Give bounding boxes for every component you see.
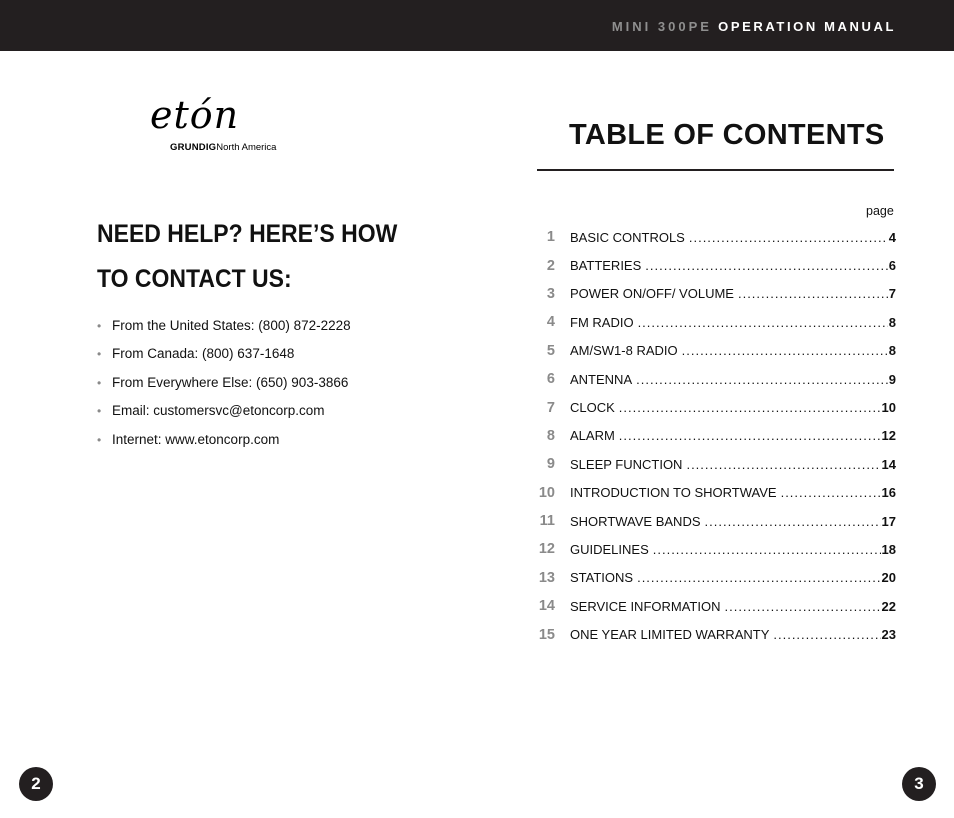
toc-entry <box>570 258 896 273</box>
toc-entry-page: 12 <box>881 428 896 444</box>
toc-entry-label: AM/SW1-8 RADIO <box>570 343 678 359</box>
bullet-icon: • <box>97 319 102 333</box>
toc-leader-dots <box>619 428 881 443</box>
toc-entry-number: 4 <box>546 314 555 331</box>
toc-entry-page: 9 <box>888 371 896 387</box>
toc-row <box>537 223 896 251</box>
toc-leader-dots <box>638 315 888 330</box>
toc-entry <box>570 485 896 500</box>
manual-title <box>612 19 896 34</box>
toc-entry-label: CLOCK <box>570 400 615 416</box>
toc-row <box>537 308 896 336</box>
toc-entry-label: POWER ON/OFF/ VOLUME <box>570 286 734 302</box>
page-number-left: 2 <box>19 767 53 801</box>
toc-entry-number: 6 <box>546 371 555 388</box>
toc-leader-dots <box>689 230 888 245</box>
bullet-icon: • <box>97 404 102 419</box>
toc-entry-page: 16 <box>881 485 896 501</box>
toc-entry-number: 5 <box>546 342 555 359</box>
toc-entry-number: 7 <box>546 399 555 416</box>
toc-leader-dots <box>682 343 888 358</box>
model-name: MINI 300PE <box>611 19 712 34</box>
help-heading-line1: NEED HELP? HERE’S HOW <box>97 220 398 248</box>
toc-leader-dots <box>705 514 881 529</box>
toc-entry-label: STATIONS <box>570 570 634 586</box>
toc-row <box>537 422 896 450</box>
toc-leader-dots <box>637 570 880 585</box>
toc-row <box>537 365 896 393</box>
logo-region: North America <box>216 142 277 153</box>
toc-entry <box>570 400 896 415</box>
toc-entry <box>570 315 896 330</box>
toc-row <box>537 564 896 592</box>
contact-text: Internet: www.etoncorp.com <box>112 431 280 447</box>
toc-title: TABLE OF CONTENTS <box>569 119 885 151</box>
contact-text: Email: customersvc@etoncorp.com <box>112 403 325 419</box>
toc-list <box>537 223 896 649</box>
toc-row <box>537 450 896 478</box>
toc-row <box>537 337 896 365</box>
toc-entry-page: 4 <box>888 229 896 245</box>
toc-entry-page: 22 <box>881 598 896 614</box>
eton-logo <box>150 93 330 154</box>
toc-entry-page: 7 <box>888 286 896 302</box>
toc-entry-number: 11 <box>539 513 555 530</box>
toc-row <box>537 251 896 279</box>
toc-entry-page: 6 <box>888 258 896 274</box>
toc-entry-page: 20 <box>881 570 896 586</box>
toc-entry-page: 14 <box>881 456 896 472</box>
toc-row <box>537 280 896 308</box>
toc-entry-label: SERVICE INFORMATION <box>570 598 721 614</box>
toc-leader-dots <box>724 599 880 614</box>
toc-entry-label: BASIC CONTROLS <box>570 229 685 245</box>
toc-leader-dots <box>686 457 880 472</box>
toc-entry-number: 3 <box>546 285 555 302</box>
toc-entry <box>570 514 896 529</box>
toc-entry-number: 1 <box>546 229 555 246</box>
toc-leader-dots <box>781 485 881 500</box>
toc-entry <box>570 230 896 245</box>
toc-entry <box>570 627 896 642</box>
bullet-icon: • <box>97 347 102 362</box>
toc-entry-number: 10 <box>538 484 555 501</box>
contact-item <box>97 401 351 429</box>
manual-title-text: OPERATION MANUAL <box>718 19 896 34</box>
toc-entry-number: 15 <box>538 626 555 643</box>
toc-entry <box>570 570 896 585</box>
contact-item <box>97 344 351 372</box>
toc-entry-label: INTRODUCTION TO SHORTWAVE <box>570 485 777 501</box>
contact-text: From Everywhere Else: (650) 903-3866 <box>112 374 349 390</box>
toc-entry-number: 14 <box>538 598 555 615</box>
toc-entry-page: 10 <box>881 400 896 416</box>
bullet-icon: • <box>97 432 102 447</box>
contact-item <box>97 430 351 458</box>
page-number-right: 3 <box>902 767 936 801</box>
toc-leader-dots <box>773 627 880 642</box>
toc-entry-number: 12 <box>538 541 555 558</box>
toc-row <box>537 535 896 563</box>
toc-divider <box>537 169 894 171</box>
toc-entry-label: SHORTWAVE BANDS <box>570 513 701 529</box>
toc-entry-label: BATTERIES <box>570 258 642 274</box>
toc-entry-label: FM RADIO <box>570 314 634 330</box>
toc-row <box>537 592 896 620</box>
toc-entry-page: 23 <box>881 627 896 643</box>
toc-entry-page: 17 <box>881 513 896 529</box>
toc-entry-page: 8 <box>888 343 896 359</box>
toc-leader-dots <box>636 372 888 387</box>
toc-entry-number: 13 <box>538 569 555 586</box>
toc-row <box>537 507 896 535</box>
logo-script: etón <box>150 93 240 137</box>
contact-text: From Canada: (800) 637-1648 <box>112 346 295 362</box>
bullet-icon: • <box>97 375 102 390</box>
toc-row <box>537 393 896 421</box>
contact-list <box>97 316 351 458</box>
logo-subtitle <box>170 142 276 153</box>
toc-entry-label: ONE YEAR LIMITED WARRANTY <box>570 627 770 643</box>
toc-leader-dots <box>645 258 887 273</box>
toc-entry-page: 18 <box>881 541 896 557</box>
toc-entry <box>570 372 896 387</box>
header-bar <box>0 0 954 51</box>
toc-entry-number: 2 <box>546 257 555 274</box>
toc-entry-page: 8 <box>888 314 896 330</box>
contact-item <box>97 373 351 401</box>
logo-brand: GRUNDIG <box>170 142 217 153</box>
toc-row <box>537 479 896 507</box>
toc-entry-label: ALARM <box>570 428 615 444</box>
toc-entry <box>570 457 896 472</box>
toc-entry-label: GUIDELINES <box>570 541 649 557</box>
toc-entry <box>570 343 896 358</box>
toc-entry <box>570 542 896 557</box>
toc-leader-dots <box>619 400 881 415</box>
contact-item <box>97 316 351 344</box>
page-column-label: page <box>866 204 894 218</box>
toc-row <box>537 620 896 648</box>
toc-entry <box>570 428 896 443</box>
help-heading <box>97 212 428 302</box>
toc-entry-number: 8 <box>546 427 555 444</box>
toc-leader-dots <box>738 286 888 301</box>
help-heading-line2: TO CONTACT US: <box>97 265 292 293</box>
toc-entry <box>570 286 896 301</box>
contact-text: From the United States: (800) 872-2228 <box>112 318 351 333</box>
toc-entry <box>570 599 896 614</box>
toc-entry-number: 9 <box>546 456 555 473</box>
toc-entry-label: SLEEP FUNCTION <box>570 456 683 472</box>
toc-leader-dots <box>653 542 881 557</box>
toc-entry-label: ANTENNA <box>570 371 633 387</box>
